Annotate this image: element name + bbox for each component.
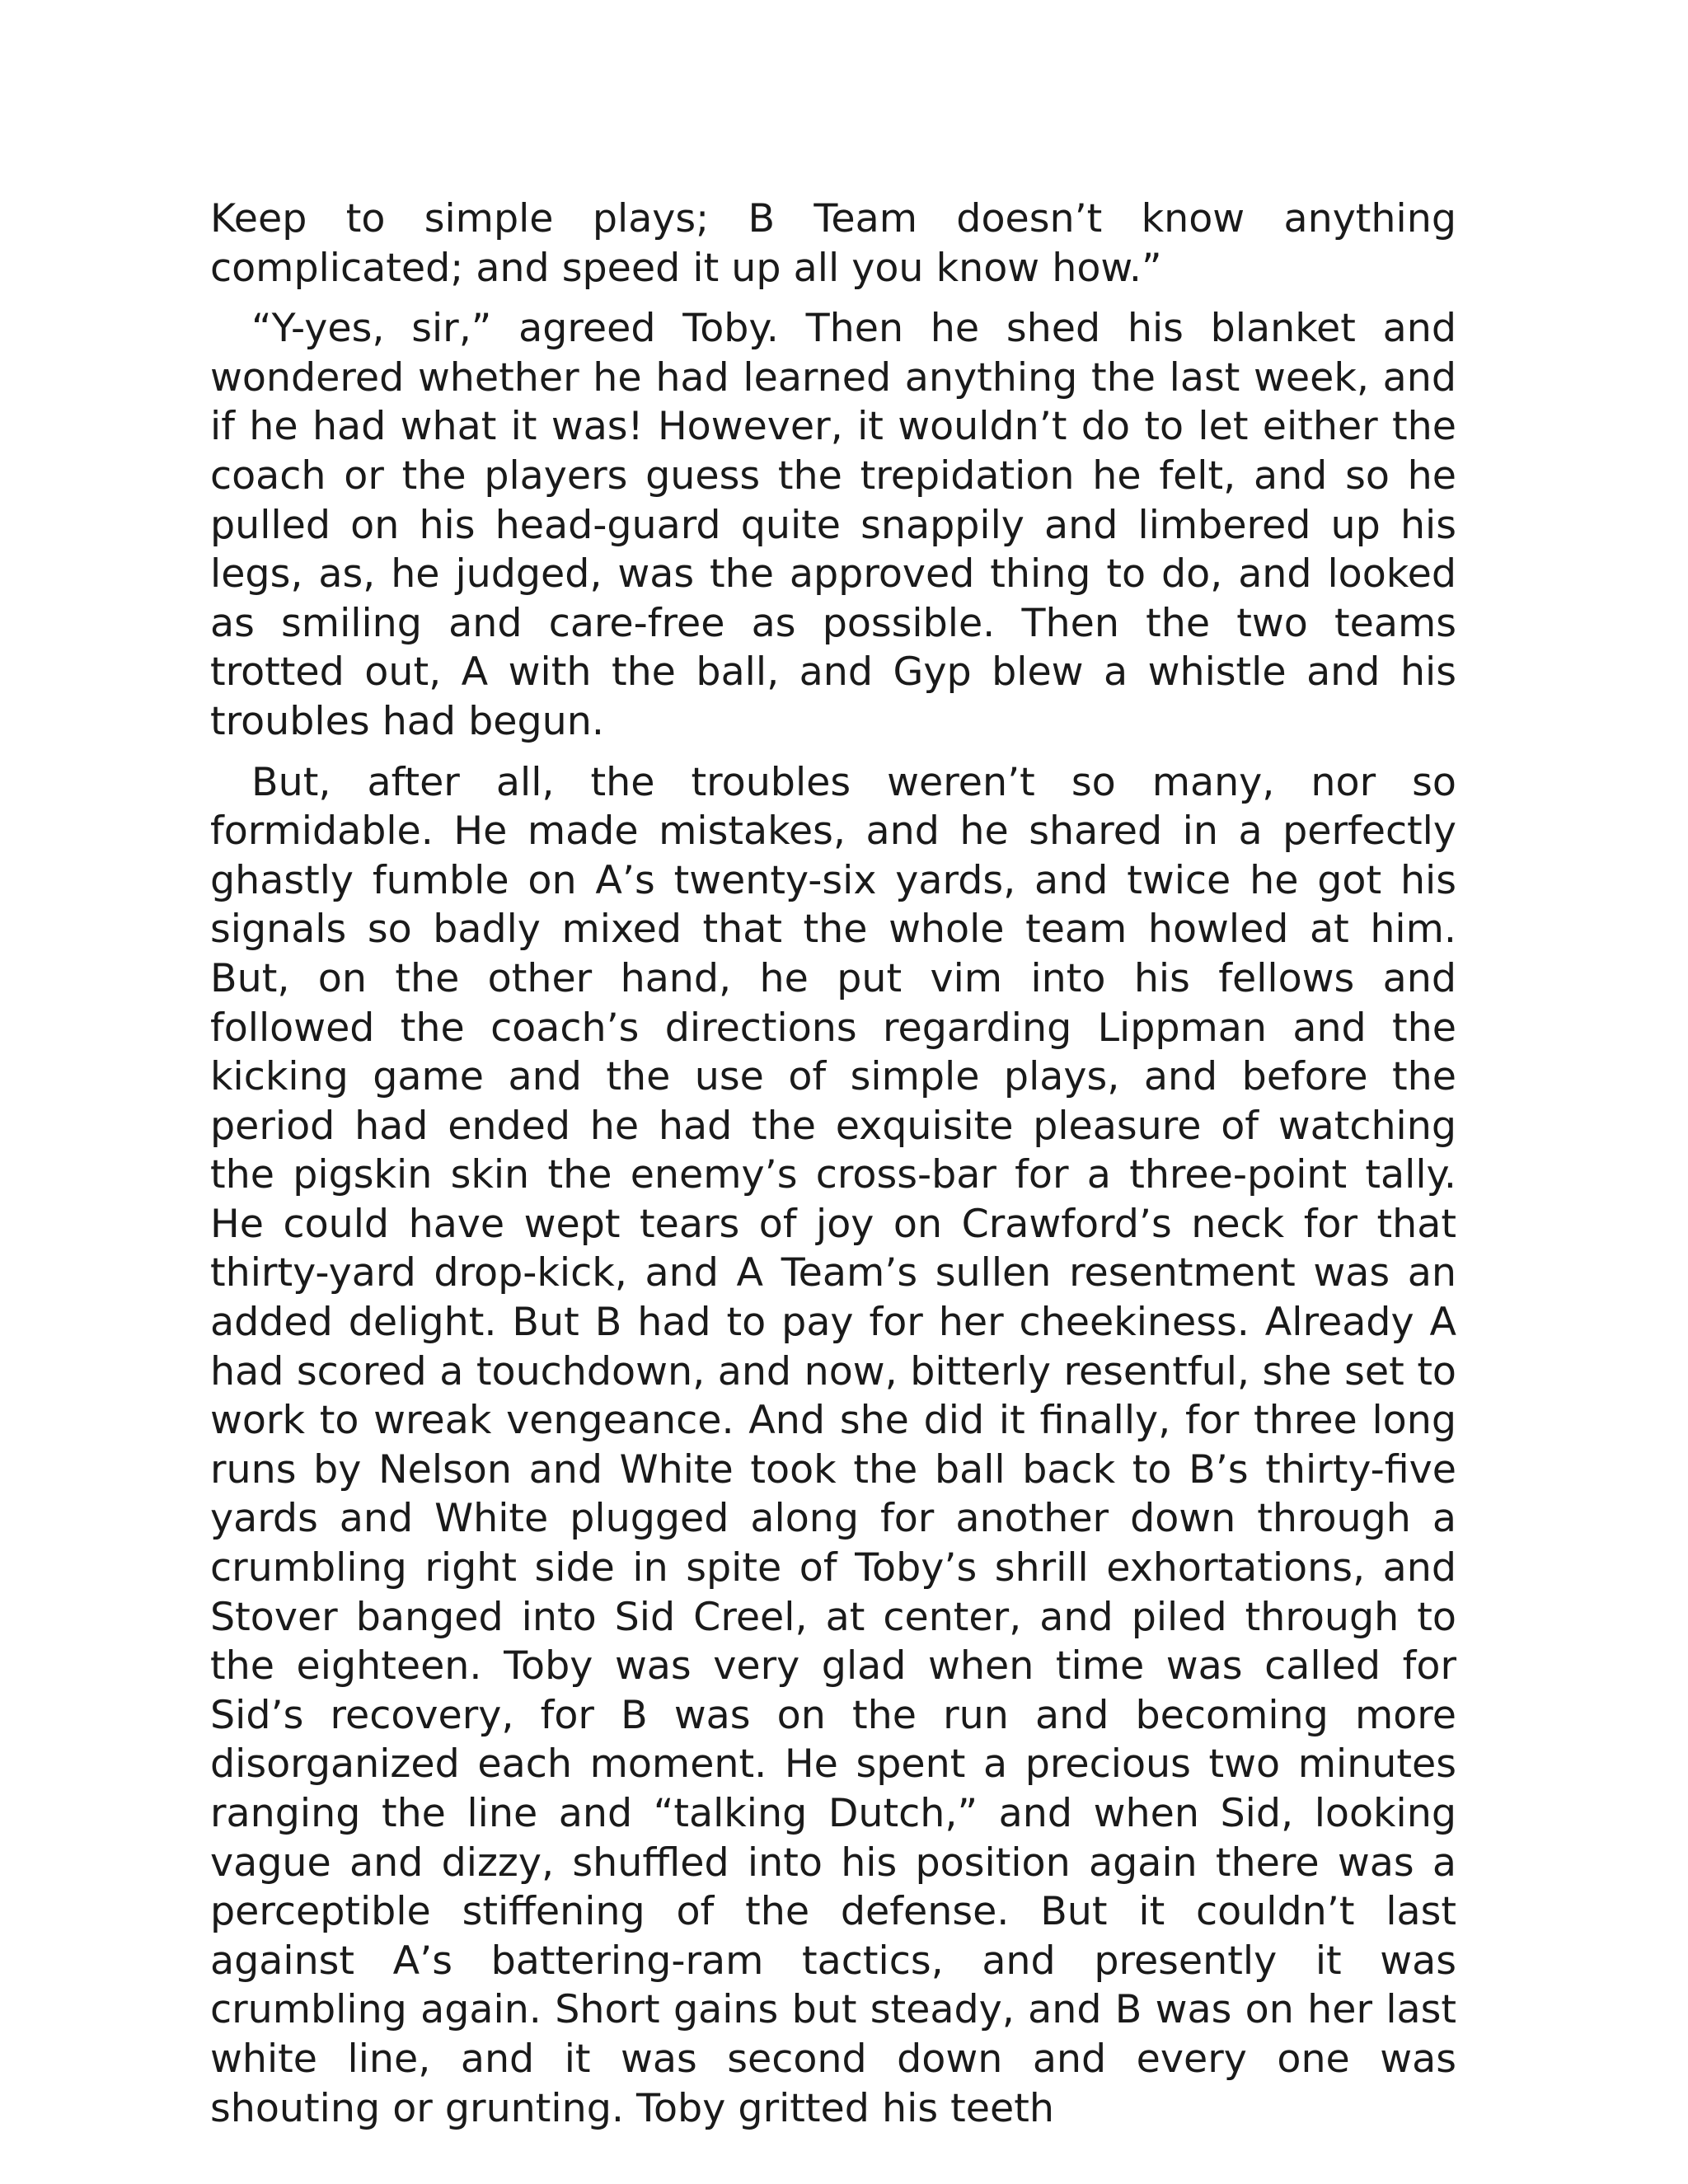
paragraph-1: Keep to simple plays; B Team doesn’t know anything complicated; and speed it up all you know how.” <box>210 196 1456 291</box>
paragraph-3: But, after all, the troubles weren’t so many, nor so formidable. He made mistakes, and he shared in a perfectly ghastly fumble on A’s twenty-six yards, and twice he got his signals so badly mixed that the whole team howled at him. But, on the other hand, he put vim into his fellows and followed the coach’s directions regarding Lippman and the kicking game and the use of simple plays, and before the period had ended he had the exquisite pleasure of watching the pigskin skin the enemy’s cross-bar for a three-point tally. He could have wept tears of joy on Crawford’s neck for that thirty-yard drop-kick, and A Team’s sullen resentment was an added delight. But B had to pay for her cheekiness. Already A had scored a touchdown, and now, bitterly resentful, she set to work to wreak vengeance. And she did it finally, for three long runs by Nelson and White took the ball back to B’s thirty-five yards and White plugged along for another down through a crumbling right side in spite of Toby’s shrill exhortations, and Stover banged into Sid Creel, at center, and piled through to the eighteen. Toby was very glad when time was called for Sid’s recovery, for B was on the run and becoming more disorganized each moment. He spent a precious two minutes ranging the line and “talking Dutch,” and when Sid, looking vague and dizzy, shuffled into his position again there was a perceptible stiffening of the defense. But it couldn’t last against A’s battering-ram tactics, and presently it was crumbling again. Short gains but steady, and B was on her last white line, and it was second down and every one was shouting or grunting. Toby gritted his teeth <box>210 759 1456 2131</box>
paragraph-2: “Y-yes, sir,” agreed Toby. Then he shed his blanket and wondered whether he had learned anything the last week, and if he had what it was! However, it wouldn’t do to let either the coach or the players guess the trepidation he felt, and so he pulled on his head-guard quite snappily and limbered up his legs, as, he judged, was the approved thing to do, and looked as smiling and care-free as possible. Then the two teams trotted out, A with the ball, and Gyp blew a whistle and his troubles had begun. <box>210 306 1456 744</box>
page-body <box>210 194 1456 2144</box>
